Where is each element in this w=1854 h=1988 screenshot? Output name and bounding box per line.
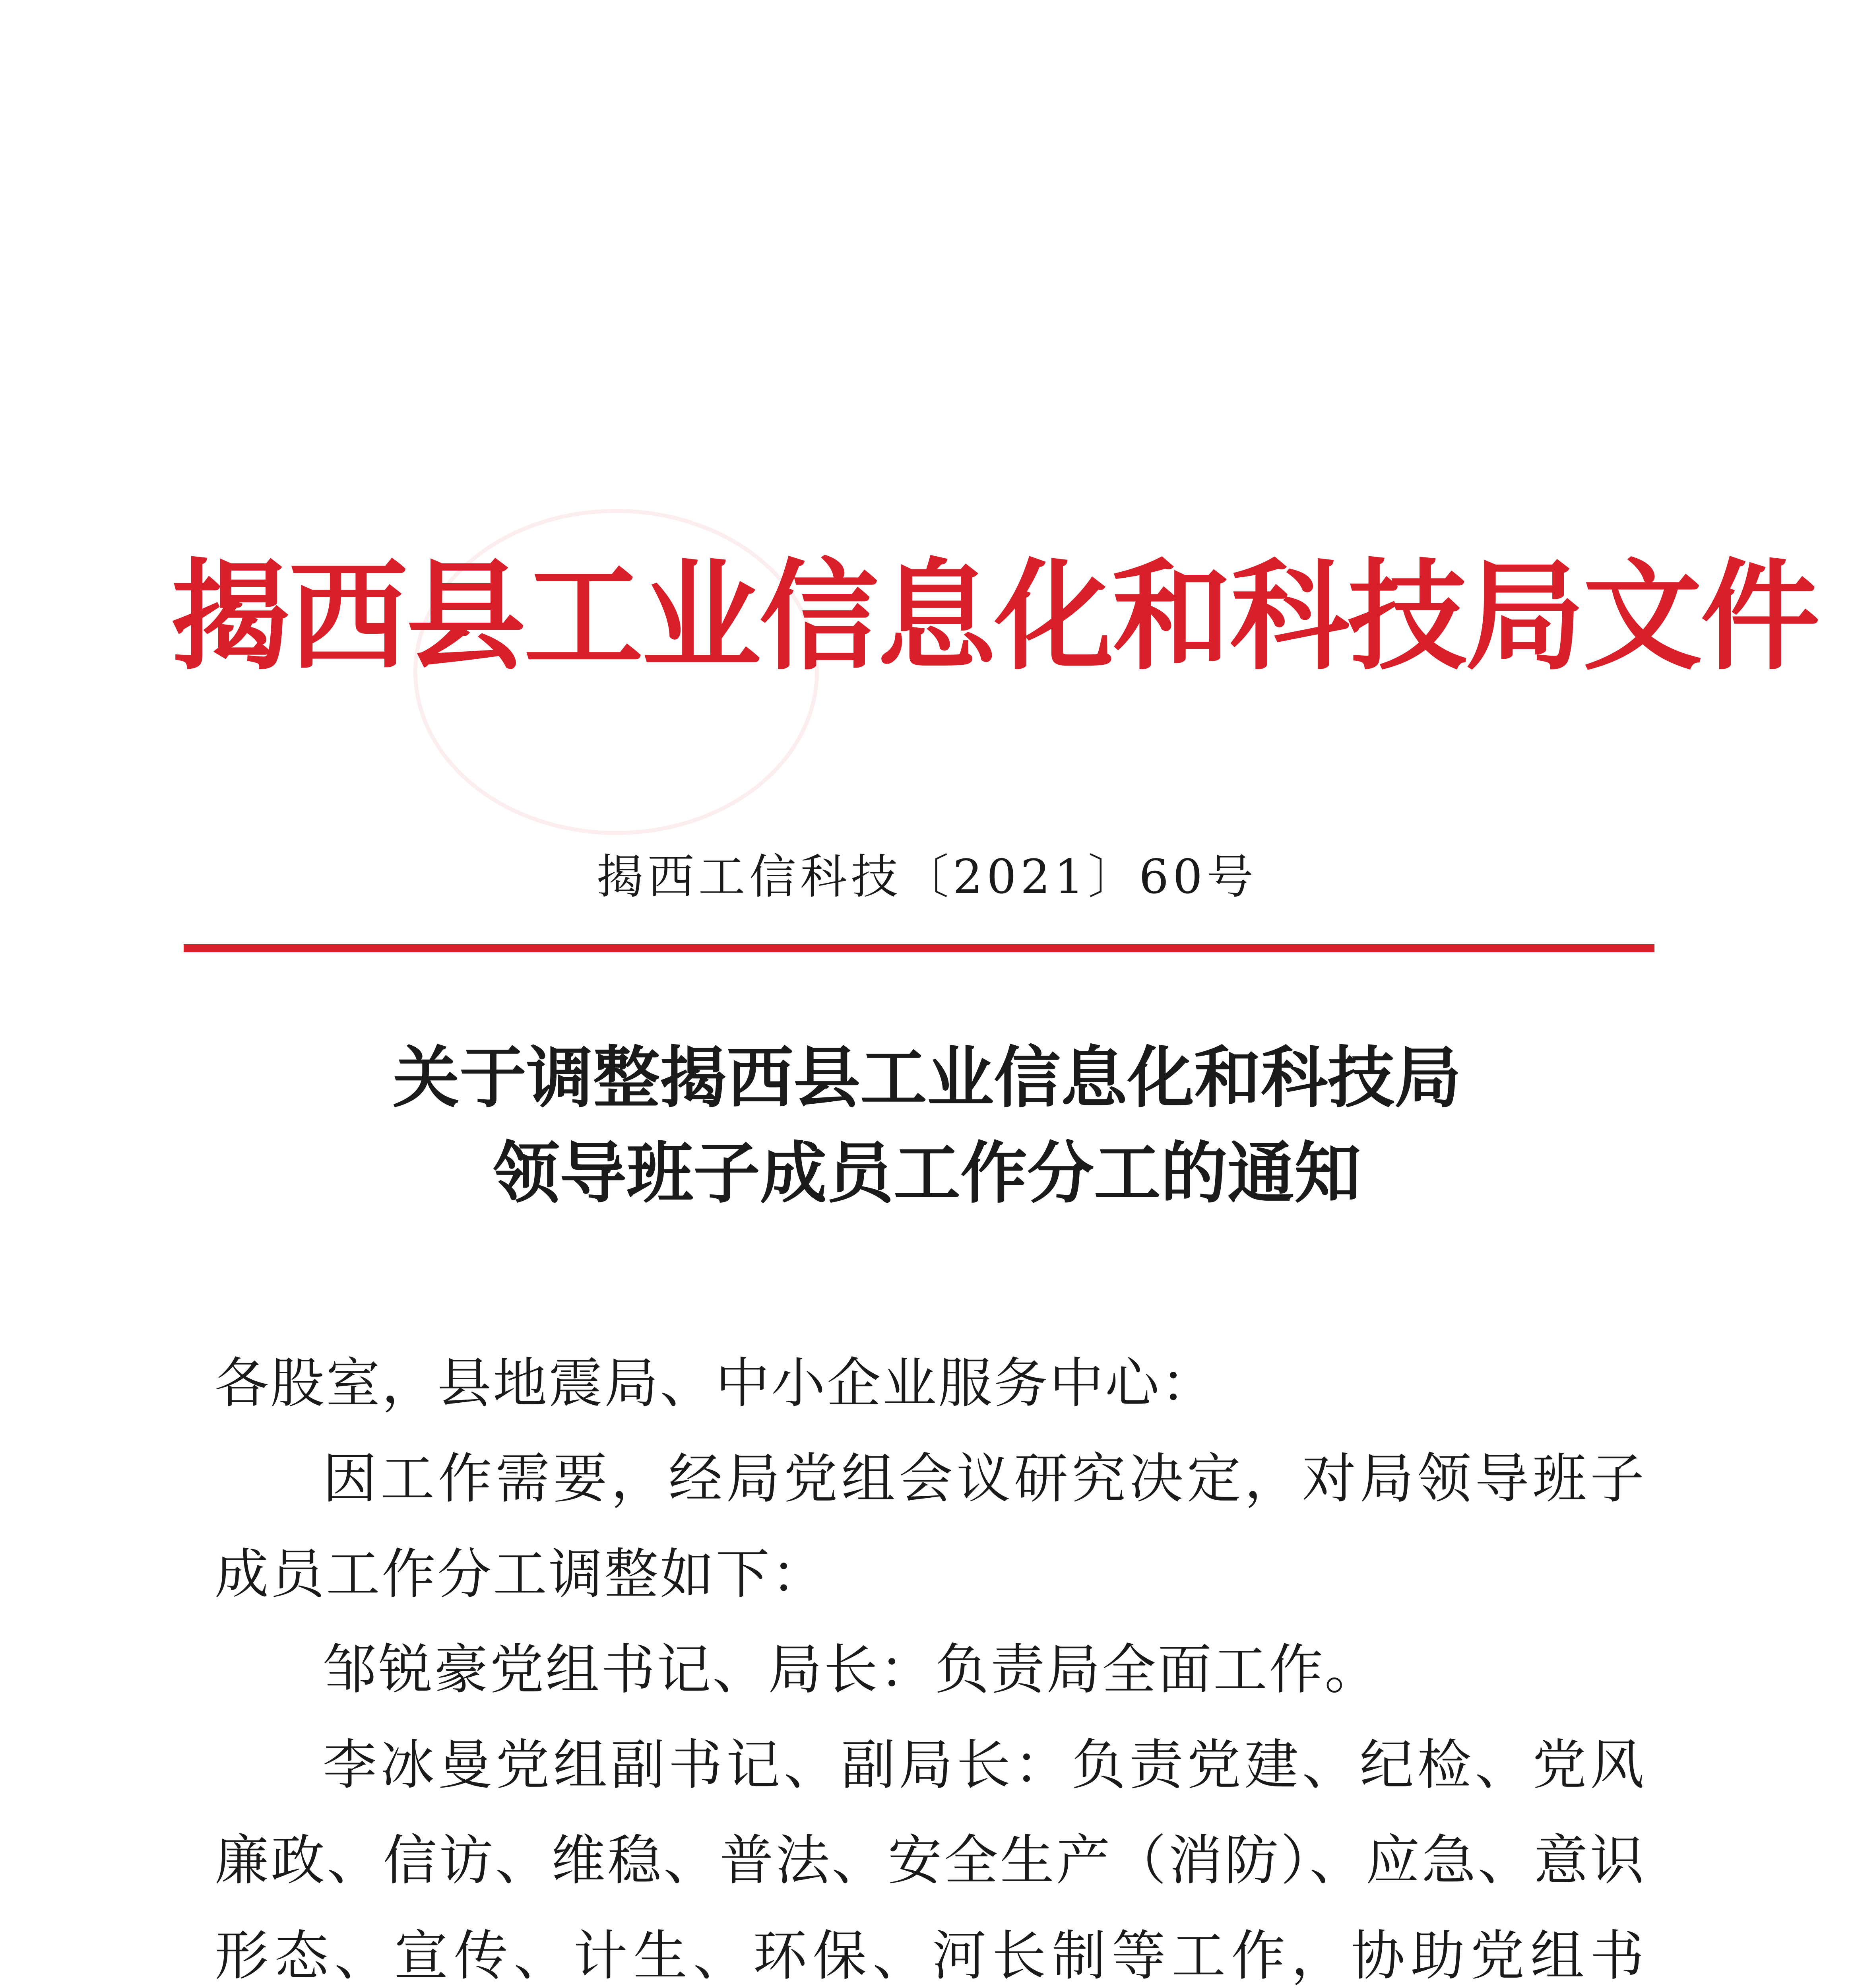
document-number: 揭西工信科技〔2021〕60号 — [596, 849, 1258, 904]
intro-paragraph: 因工作需要，经局党组会议研究决定，对局领导班子成员工作分工调整如下： — [215, 1448, 1646, 1606]
notice-title-line-1: 关于调整揭西县工业信息化和科技局 — [393, 1038, 1461, 1117]
assignment-paragraph: 李冰曼党组副书记、副局长：负责党建、纪检、党风廉政、信访、维稳、普法、安全生产（消防）、应急、意识形态、宣传、计生、环保、河长制等工作，协助党组书 — [215, 1734, 1646, 1988]
notice-title — [0, 1030, 1854, 1221]
assignment-paragraph: 邹锐豪党组书记、局长：负责局全面工作。 — [323, 1639, 1380, 1701]
notice-body — [215, 1336, 1646, 1988]
notice-title-line-2: 领导班子成员工作分工的通知 — [493, 1134, 1361, 1212]
salutation: 各股室，县地震局、中小企业服务中心： — [215, 1352, 1216, 1415]
issuing-authority-title: 揭西县工业信息化和科技局文件 — [171, 546, 1818, 686]
red-separator-line — [184, 944, 1654, 952]
